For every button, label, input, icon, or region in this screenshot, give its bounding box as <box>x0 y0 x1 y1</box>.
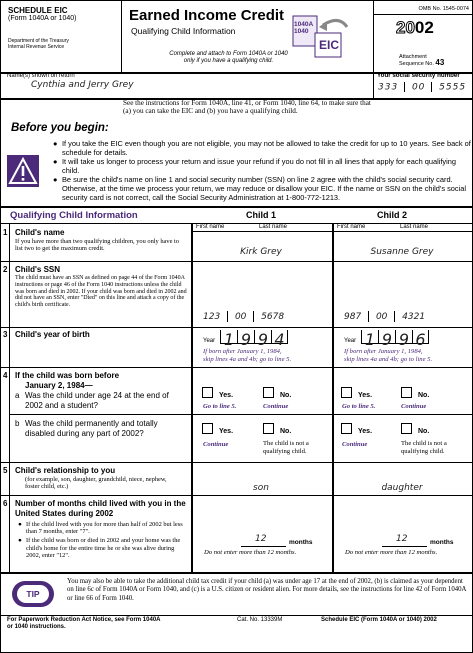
bullet-item: ● Be sure the child's name on line 1 and social security number (SSN) on line 2 agree with the child's social security card. Otherwise, at the time we process your return, we may reduce or disallow your EIC. If the name or SSN on the child's social security card is not correct, call the Social Security Administration at 1-800-772-1213. <box>53 176 471 202</box>
row1-label: Child's name <box>15 228 65 237</box>
child1-year-boxes[interactable] <box>220 330 288 349</box>
bullet-text-1: If you take the EIC even though you are not eligible, you may not be allowed to take the credit for up to 10 years. See back of schedule for details. <box>62 139 471 157</box>
tip-icon <box>11 580 55 608</box>
child2-not-qual-line2: qualifying child. <box>401 447 445 455</box>
row6-label: Number of months child lived with you in the United States during 2002 <box>15 499 186 518</box>
child1-4b-not-qualifying <box>263 440 309 455</box>
child2-name[interactable]: Susanne Grey <box>370 247 434 257</box>
before-title: Before you begin: <box>11 122 109 134</box>
footer-paperwork: For Paperwork Reduction Act Notice, see Form 1040A or 1040 instructions. <box>7 617 161 630</box>
child1-4a-yes-label: Yes. <box>219 392 234 399</box>
child1-ssn-part3: 5678 <box>261 312 285 322</box>
row6-bullet: ● If the child lived with you for more than half of 2002 but less than 7 months, enter "7". <box>18 521 188 535</box>
child2-year-note <box>344 348 432 363</box>
attach-line2: only if you have a qualifying child. <box>183 58 274 64</box>
row1-number: 1 <box>3 228 8 237</box>
tax-year <box>396 18 434 38</box>
row6-bullet: ● If the child was born or died in 2002 and your home was the child's home for the entire time he or she was alive during 2002, enter "12". <box>18 537 188 559</box>
child1-ssn[interactable] <box>203 311 328 322</box>
child2-ssn-part2: 00 <box>375 312 388 322</box>
ssn-label: Your social security number <box>377 72 460 79</box>
row4b-letter: b <box>15 419 20 428</box>
row4-label-line2: January 2, 1984— <box>25 380 93 390</box>
row6-bullet-text-1: If the child lived with you for more than half of 2002 but less than 7 months, enter "7". <box>26 521 183 536</box>
child1-months-note: Do not enter more than 12 months. <box>204 549 297 556</box>
before-text-line1: See the instructions for Form 1040A, line 41, or Form 1040, line 64, to make sure that <box>123 99 371 107</box>
child2-4b-no-checkbox[interactable] <box>401 423 412 434</box>
row3-label: Child's year of birth <box>15 330 90 339</box>
child2-year-digit2: 9 <box>378 330 395 344</box>
tax-year-prefix: 20 <box>396 18 415 37</box>
child2-months[interactable]: 12 <box>396 534 408 544</box>
child2-4b-no-label: No. <box>418 428 430 435</box>
eic-logo <box>289 13 355 61</box>
child1-not-qual-line2: qualifying child. <box>263 447 307 455</box>
attach-instructions <box>156 51 301 65</box>
row5-desc: (for example, son, daughter, grandchild, niece, nephew, foster child, etc.) <box>25 476 167 491</box>
child2-4a-yes-label: Yes. <box>358 392 373 399</box>
tax-year-suffix: 02 <box>414 18 434 37</box>
bullet-text-2: It will take us longer to process your return and issue your refund if you do not fill in all lines that apply for each qualifying child. <box>62 157 456 175</box>
warning-icon <box>7 155 39 187</box>
row3-number: 3 <box>3 330 8 339</box>
child2-ssn-part1: 987 <box>344 312 362 322</box>
child1-not-qual-line1: The child is not a <box>263 440 309 447</box>
child1-heading: Child 1 <box>246 210 277 220</box>
child1-4a-no-label: No. <box>280 392 292 399</box>
child1-relationship[interactable]: son <box>253 483 269 493</box>
child2-first-name-label: First name <box>337 224 366 230</box>
child1-4b-yes-checkbox[interactable] <box>202 423 213 434</box>
child2-4a-goto5: Go to line 5. <box>342 403 376 410</box>
child1-year-note1: If born after January 1, 1984, <box>203 348 282 355</box>
child1-ssn-part2: 00 <box>234 312 247 322</box>
sequence-label: Sequence No. <box>399 61 434 67</box>
row6-number: 6 <box>3 499 8 508</box>
attachment-seq <box>399 54 444 67</box>
row4b-label: Was the child permanently and totally disabled during any part of 2002? <box>25 419 158 438</box>
names-value[interactable]: Cynthia and Jerry Grey <box>31 80 134 90</box>
ssn-part3: 5555 <box>439 82 467 93</box>
attach-line1: Complete and attach to Form 1040A or 1040 <box>169 51 288 57</box>
row5-label: Child's relationship to you <box>15 466 116 475</box>
child1-year-word: Year <box>203 338 216 344</box>
child2-year-word: Year <box>344 338 357 344</box>
child2-4b-continue: Continue <box>342 441 368 448</box>
row4a-letter: a <box>15 391 20 400</box>
child1-year-digit4: 4 <box>271 330 288 344</box>
row6-bullets <box>18 521 188 559</box>
tip-text: You may also be able to take the additional child tax credit if your child (a) was under age 17 at the end of 2002, (b) is claimed as your dependent on line 6c of Form 1040A or Form 1040, and (c) is a U.S. citizen or resident alien. For more details, see the instructions for line 42 of Form 1040A or line 66 of Form 1040. <box>67 578 467 602</box>
child1-4b-no-label: No. <box>280 428 292 435</box>
names-label: Name(s) shown on return <box>7 73 75 79</box>
row2-label: Child's SSN <box>15 265 61 274</box>
row4-label <box>15 371 119 390</box>
schedule-id <box>8 6 118 50</box>
logo-eic-text: EIC <box>319 38 340 52</box>
warning-triangle-icon <box>7 155 39 187</box>
row2-desc: The child must have an SSN as defined on page 44 of the Form 1040A instructions or page 46 of the Form 1040 instructions unless the child was born and died in 2002. If your child was born and died in 2002 and did not have an SSN, enter "Died" on this line and attach a copy of the child's birth certificate. <box>15 275 187 309</box>
child2-4a-continue: Continue <box>401 403 427 410</box>
sequence-number: 43 <box>435 58 445 67</box>
dept-line2: Internal Revenue Service <box>8 44 65 50</box>
bullet-item: ● It will take us longer to process your return and issue your refund if you do not fill in all lines that apply for each qualifying child. <box>53 158 471 175</box>
child2-last-name-label: Last name <box>400 224 429 230</box>
child1-year-digit1: 1 <box>220 330 237 344</box>
dept-line1: Department of the Treasury <box>8 38 69 44</box>
child2-ssn[interactable] <box>344 311 469 322</box>
logo-form-line1: 1040A <box>294 21 314 28</box>
row4-number: 4 <box>3 371 8 380</box>
row4a-label: Was the child under age 24 at the end of 2002 and a student? <box>25 391 169 410</box>
attachment-label: Attachment <box>399 54 427 60</box>
child1-ssn-part1: 123 <box>203 312 221 322</box>
child2-4a-no-label: No. <box>418 392 430 399</box>
child2-months-word: months <box>430 539 454 546</box>
form-reference: (Form 1040A or 1040) <box>8 15 77 22</box>
child2-relationship[interactable]: daughter <box>381 483 423 493</box>
child1-4a-goto5: Go to line 5. <box>203 403 237 410</box>
child1-4b-no-checkbox[interactable] <box>263 423 274 434</box>
child1-4a-continue: Continue <box>263 403 289 410</box>
child2-months-note: Do not enter more than 12 months. <box>345 549 438 556</box>
child1-year-note2: skip lines 4a and 4b; go to line 5. <box>203 355 292 363</box>
child2-4a-yes-checkbox[interactable] <box>341 387 352 398</box>
child2-year-digit1: 1 <box>361 330 378 344</box>
before-text-line2: (a) you can take the EIC and (b) you have a qualifying child. <box>123 107 298 116</box>
footer-cat-no: Cat. No. 13339M <box>237 617 283 623</box>
bullet-text-3: Be sure the child's name on line 1 and social security number (SSN) on line 2 agree with the child's social security card. Otherwise, at the time we process your return, we may reduce or disallow your EIC. If the name or SSN on the child's social security card is not correct, call the Social Security Administration at 1-800-772-1213. <box>62 175 466 202</box>
child1-name[interactable]: Kirk Grey <box>240 247 282 257</box>
before-text <box>123 99 473 116</box>
child2-4a-no-checkbox[interactable] <box>401 387 412 398</box>
form-title: Earned Income Credit <box>129 7 285 24</box>
child1-months-word: months <box>289 539 313 546</box>
child2-year-boxes[interactable] <box>361 330 429 349</box>
child1-4a-no-checkbox[interactable] <box>263 387 274 398</box>
before-bullets <box>53 140 471 202</box>
child2-4b-yes-checkbox[interactable] <box>341 423 352 434</box>
row6-bullet-text-2: If the child was born or died in 2002 and your home was the child's home for the entire time he or she was alive during 2002, enter "12". <box>26 537 181 559</box>
schedule-label: SCHEDULE EIC <box>8 6 68 15</box>
child2-year-note2: skip lines 4a and 4b; go to line 5. <box>344 355 433 363</box>
child2-ssn-part3: 4321 <box>402 312 426 322</box>
child1-year-note <box>203 348 291 363</box>
child2-not-qual-line1: The child is not a <box>401 440 447 447</box>
child1-year-digit2: 9 <box>237 330 254 344</box>
row2-number: 2 <box>3 265 8 274</box>
child2-heading: Child 2 <box>377 210 408 220</box>
omb-number: OMB No. 1545-0074 <box>418 6 469 12</box>
row5-number: 5 <box>3 466 8 475</box>
child1-4a-yes-checkbox[interactable] <box>202 387 213 398</box>
child2-year-digit4: 6 <box>412 330 429 344</box>
ssn-part1: 333 <box>378 82 399 93</box>
footer-schedule: Schedule EIC (Form 1040A or 1040) 2002 <box>321 617 437 623</box>
child1-year-digit3: 9 <box>254 330 271 344</box>
logo-form-line2: 1040 <box>294 28 309 35</box>
bullet-item: ● If you take the EIC even though you are not eligible, you may not be allowed to take the credit for up to 10 years. See back of schedule for details. <box>53 139 471 157</box>
child2-year-digit3: 9 <box>395 330 412 344</box>
row1-desc: If you have more than two qualifying children, you only have to list two to get the maximum credit. <box>15 238 179 253</box>
child2-year-note1: If born after January 1, 1984, <box>344 348 423 355</box>
child2-4b-yes-label: Yes. <box>358 428 373 435</box>
child1-4b-continue: Continue <box>203 441 229 448</box>
ssn-part2: 00 <box>411 82 426 93</box>
table-heading: Qualifying Child Information <box>10 210 138 221</box>
child1-first-name-label: First name <box>196 224 225 230</box>
child1-months[interactable]: 12 <box>255 534 267 544</box>
form-subtitle: Qualifying Child Information <box>131 26 236 36</box>
tip-label: TIP <box>26 589 40 599</box>
logo-form-text <box>294 21 313 35</box>
child1-4b-yes-label: Yes. <box>219 428 234 435</box>
taxpayer-ssn[interactable] <box>378 82 472 93</box>
row4-label-line1: If the child was born before <box>15 371 120 380</box>
child1-last-name-label: Last name <box>259 224 288 230</box>
child2-4b-not-qualifying <box>401 440 447 455</box>
